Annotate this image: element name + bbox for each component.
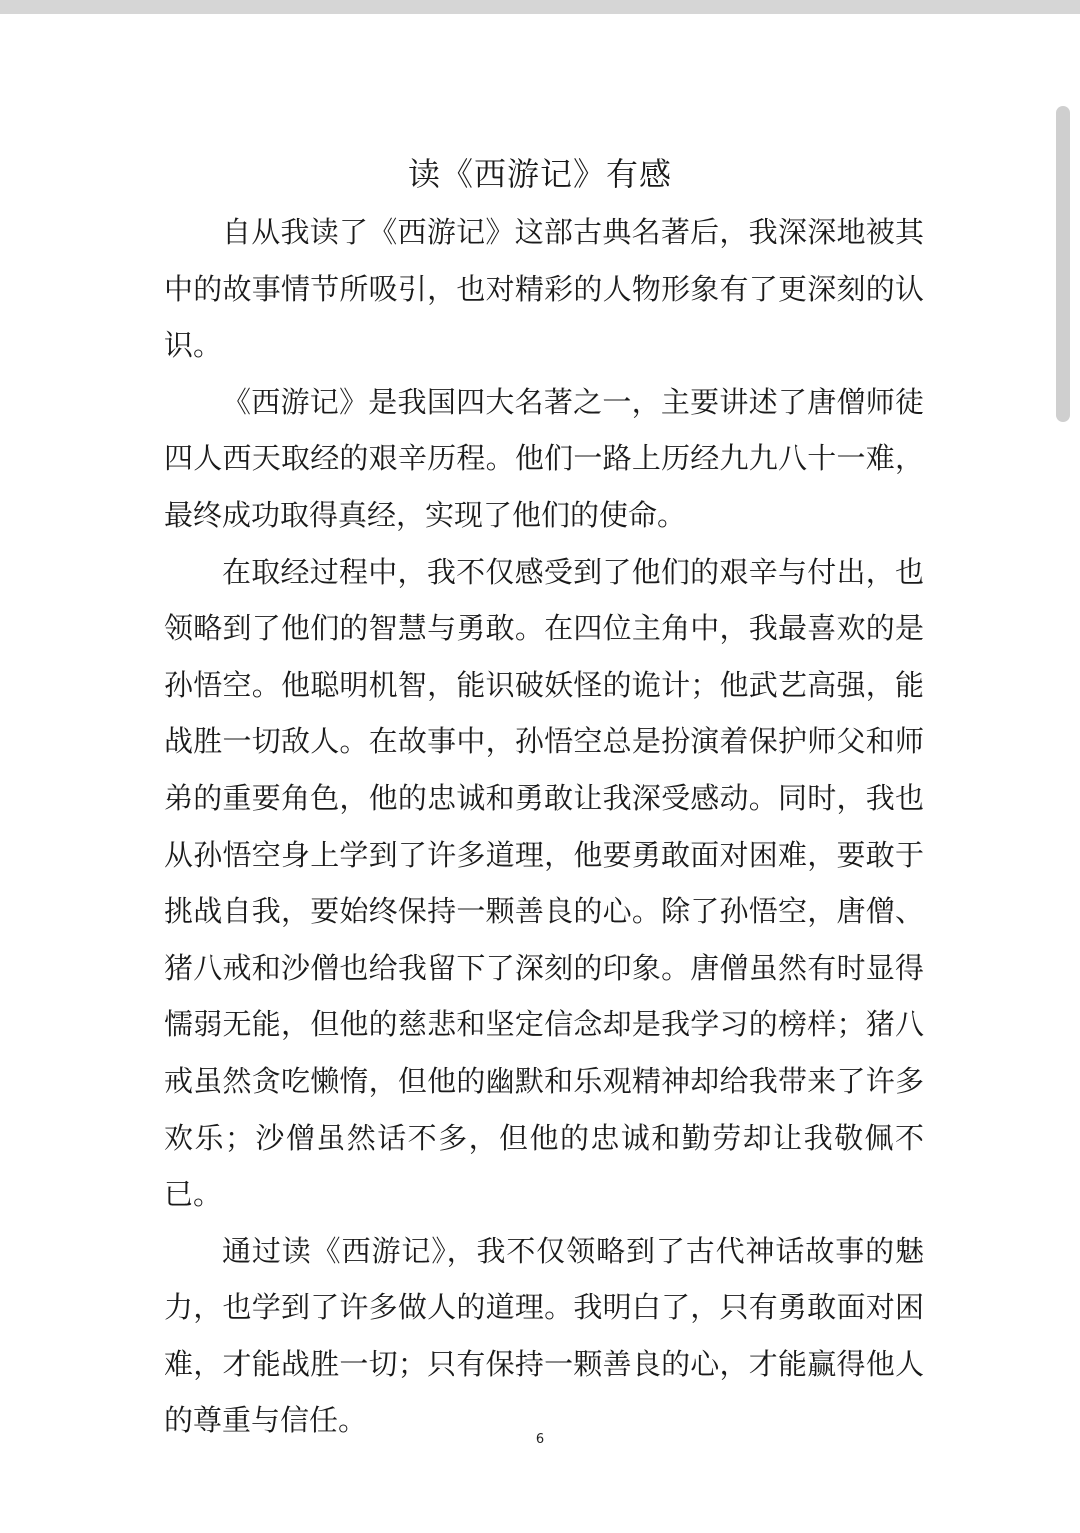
paragraph-4: 通过读《西游记》，我不仅领略到了古代神话故事的魅力，也学到了许多做人的道理。我明白了，只有勇敢面对困难，才能战胜一切；只有保持一颗善良的心，才能赢得他人的尊重与信任。 xyxy=(164,1233,924,1438)
viewer-top-bar xyxy=(0,0,1080,14)
paragraph-1: 自从我读了《西游记》这部古典名著后，我深深地被其中的故事情节所吸引，也对精彩的人物形象有了更深刻的认识。 xyxy=(164,215,924,363)
paragraph-3: 在取经过程中，我不仅感受到了他们的艰辛与付出，也领略到了他们的智慧与勇敢。在四位主角中，我最喜欢的是孙悟空。他聪明机智，能识破妖怪的诡计；他武艺高强，能战胜一切敌人。在故事中，孙悟空总是扮演着保护师父和师弟的重要角色，他的忠诚和勇敢让我深受感动。同时，我也从孙悟空身上学到了许多道理，他要勇敢面对困难，要敢于挑战自我，要始终保持一颗善良的心。除了孙悟空，唐僧、猪八戒和沙僧也给我留下了深刻的印象。唐僧虽然有时显得懦弱无能，但他的慈悲和坚定信念却是我学习的榜样；猪八戒虽然贪吃懒惰，但他的幽默和乐观精神却给我带来了许多欢乐；沙僧虽然话不多，但他的忠诚和勤劳却让我敬佩不已。 xyxy=(164,554,924,1212)
document-body xyxy=(164,204,924,1449)
page-number: 6 xyxy=(535,1432,545,1447)
document-title: 读《西游记》有感 xyxy=(407,155,672,193)
paragraph-2: 《西游记》是我国四大名著之一，主要讲述了唐僧师徒四人西天取经的艰辛历程。他们一路上历经九九八十一难，最终成功取得真经，实现了他们的使命。 xyxy=(164,384,924,532)
